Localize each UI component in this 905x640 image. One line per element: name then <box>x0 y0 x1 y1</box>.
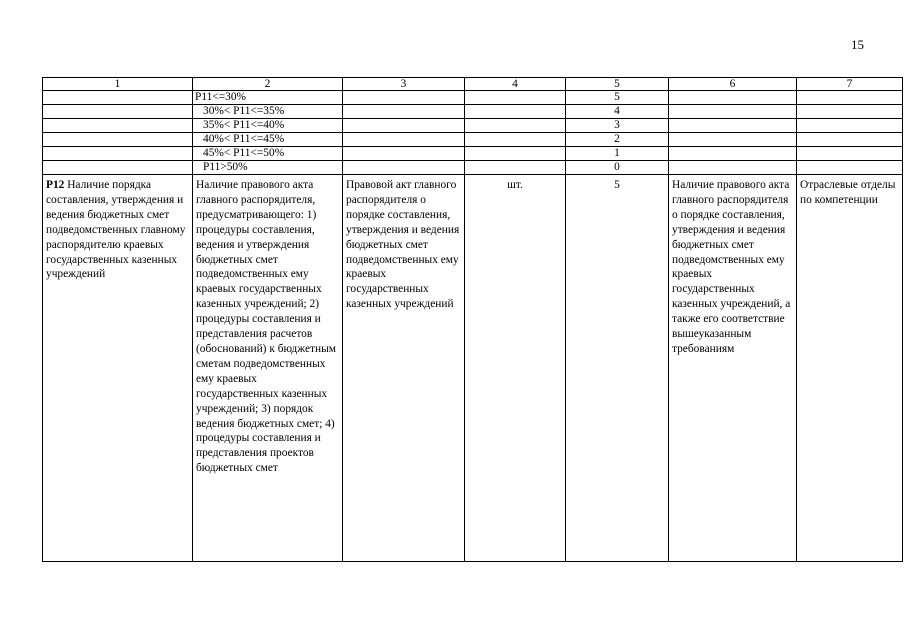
table-row <box>43 133 903 147</box>
criterion-cell: 45%< P11<=50% <box>193 147 343 161</box>
header-cell-4: 4 <box>465 78 566 91</box>
table-row-p12 <box>43 175 903 562</box>
score-cell: 1 <box>566 147 669 161</box>
score-cell: 3 <box>566 119 669 133</box>
responsible-cell: Отраслевые отделы по компетенции <box>797 175 903 562</box>
criterion-cell: 40%< P11<=45% <box>193 133 343 147</box>
table-row <box>43 91 903 105</box>
document-cell: Правовой акт главного распорядителя о порядке составления, утверждения и ведения бюджетных смет подведомственных ему краевых государственных казенных учреждений <box>343 175 465 562</box>
table-row <box>43 105 903 119</box>
score-cell: 5 <box>566 175 669 562</box>
criteria-table <box>42 77 903 562</box>
criterion-cell: P11>50% <box>193 161 343 175</box>
indicator-name-cell <box>43 175 193 562</box>
criterion-cell: 35%< P11<=40% <box>193 119 343 133</box>
indicator-name: Наличие порядка составления, утверждения и ведения бюджетных смет подведомственных главному распорядителю краевых государственных казенных учреждений <box>46 179 186 281</box>
score-cell: 5 <box>566 91 669 105</box>
criterion-cell: Наличие правового акта главного распорядителя, предусматривающего: 1) процедуры составления, ведения и утверждения бюджетных смет подведомственных ему краевых государственных казенных учреждений; 2) процедуры составления и представления расчетов (обоснований) к бюджетным сметам подведомственных ему краевых государственных казенных учреждений; 3) порядок ведения бюджетных смет; 4) процедуры составления и представления проектов бюджетных смет <box>193 175 343 562</box>
unit-cell: шт. <box>465 175 566 562</box>
header-cell-2: 2 <box>193 78 343 91</box>
criterion-cell: P11<=30% <box>193 91 343 105</box>
indicator-code: P12 <box>46 179 65 191</box>
table-row <box>43 147 903 161</box>
score-cell: 4 <box>566 105 669 119</box>
table-row <box>43 161 903 175</box>
score-cell: 2 <box>566 133 669 147</box>
header-row <box>43 78 903 91</box>
condition-cell: Наличие правового акта главного распорядителя о порядке составления, утверждения и ведения бюджетных смет подведомственных ему краевых государственных казенных учреждений, а также его соответствие вышеуказанным требованиям <box>669 175 797 562</box>
table-row <box>43 119 903 133</box>
header-cell-5: 5 <box>566 78 669 91</box>
page-number: 15 <box>851 37 864 52</box>
header-cell-6: 6 <box>669 78 797 91</box>
criterion-cell: 30%< P11<=35% <box>193 105 343 119</box>
score-cell: 0 <box>566 161 669 175</box>
header-cell-1: 1 <box>43 78 193 91</box>
header-cell-3: 3 <box>343 78 465 91</box>
header-cell-7: 7 <box>797 78 903 91</box>
